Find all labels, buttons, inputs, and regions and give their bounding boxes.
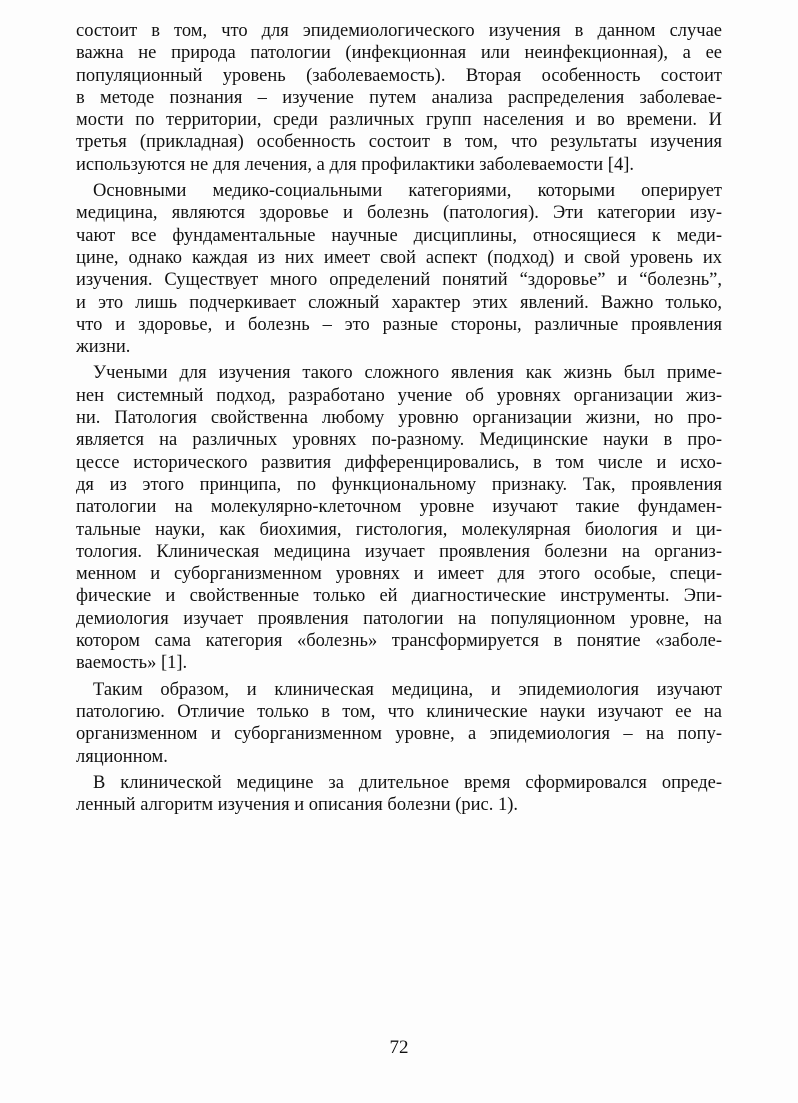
paragraph-4 xyxy=(76,679,722,768)
text-line: демиология изучает проявления патологии на популяционном уровне, на xyxy=(76,608,722,629)
text-line: важна не природа патологии (инфекционная или неинфекционная), а ее xyxy=(76,43,722,64)
text-line: чают все фундаментальные научные дисциплины, относящиеся к меди- xyxy=(76,225,722,246)
text-line: медицина, являются здоровье и болезнь (патология). Эти категории изу- xyxy=(76,203,722,224)
text-line: и это лишь подчеркивает сложный характер этих явлений. Важно только, xyxy=(76,292,722,313)
text-line: ляционном. xyxy=(76,746,168,767)
text-line: цине, однако каждая из них имеет свой аспект (подход) и свой уровень их xyxy=(76,247,722,268)
text-line: В клинической медицине за длительное время сформировался опреде- xyxy=(93,772,722,793)
text-line: Таким образом, и клиническая медицина, и эпидемиология изучают xyxy=(93,679,722,700)
text-line: Учеными для изучения такого сложного явления как жизнь был приме- xyxy=(93,363,722,384)
text-line: ваемость» [1]. xyxy=(76,653,188,674)
text-line: тальные науки, как биохимия, гистология, молекулярная биология и ци- xyxy=(76,519,722,540)
text-line: менном и суборганизменном уровнях и имеет для этого особые, специ- xyxy=(76,564,722,585)
text-line: котором сама категория «болезнь» трансформируется в понятие «заболе- xyxy=(76,631,722,652)
text-line: популяционный уровень (заболеваемость). Вторая особенность состоит xyxy=(76,65,722,86)
paragraph-3 xyxy=(76,362,722,674)
text-line: патологии на молекулярно-клеточном уровне изучают такие фундамен- xyxy=(76,497,722,518)
text-line: Основными медико-социальными категориями, которыми оперирует xyxy=(93,181,722,202)
body-text xyxy=(76,20,722,820)
text-line: нен системный подход, разработано учение об уровнях организации жиз- xyxy=(76,385,722,406)
text-line: жизни. xyxy=(76,337,131,358)
text-line: что и здоровье, и болезнь – это разные стороны, различные проявления xyxy=(76,314,722,335)
page-number: 72 xyxy=(389,1037,409,1058)
text-line: используются не для лечения, а для профилактики заболеваемости [4]. xyxy=(76,154,634,175)
text-line: фические и свойственные только ей диагностические инструменты. Эпи- xyxy=(76,586,722,607)
text-line: цессе исторического развития дифференцировались, в том числе и исхо- xyxy=(76,452,722,473)
text-line: тология. Клиническая медицина изучает проявления болезни на организ- xyxy=(76,541,722,562)
paragraph-5 xyxy=(76,772,722,817)
text-line: в методе познания – изучение путем анализа распределения заболевае- xyxy=(76,87,722,108)
text-line: третья (прикладная) особенность состоит в том, что результаты изучения xyxy=(76,132,722,153)
text-line: мости по территории, среди различных групп населения и во времени. И xyxy=(76,110,722,131)
text-line: ни. Патология свойственна любому уровню организации жизни, но про- xyxy=(76,408,722,429)
text-line: является на различных уровнях по-разному. Медицинские науки в про- xyxy=(76,430,722,451)
paragraph-1 xyxy=(76,20,722,176)
text-line: состоит в том, что для эпидемиологического изучения в данном случае xyxy=(76,21,722,41)
text-line: дя из этого принципа, по функциональному признаку. Так, проявления xyxy=(76,474,722,495)
text-line: изучения. Существует много определений понятий “здоровье” и “болезнь”, xyxy=(76,270,722,291)
text-line: организменном и суборганизменном уровне, а эпидемиология – на попу- xyxy=(76,724,722,745)
text-line: патологию. Отличие только в том, что клинические науки изучают ее на xyxy=(76,701,722,722)
text-line: ленный алгоритм изучения и описания болезни (рис. 1). xyxy=(76,795,519,816)
paragraph-2 xyxy=(76,180,722,358)
